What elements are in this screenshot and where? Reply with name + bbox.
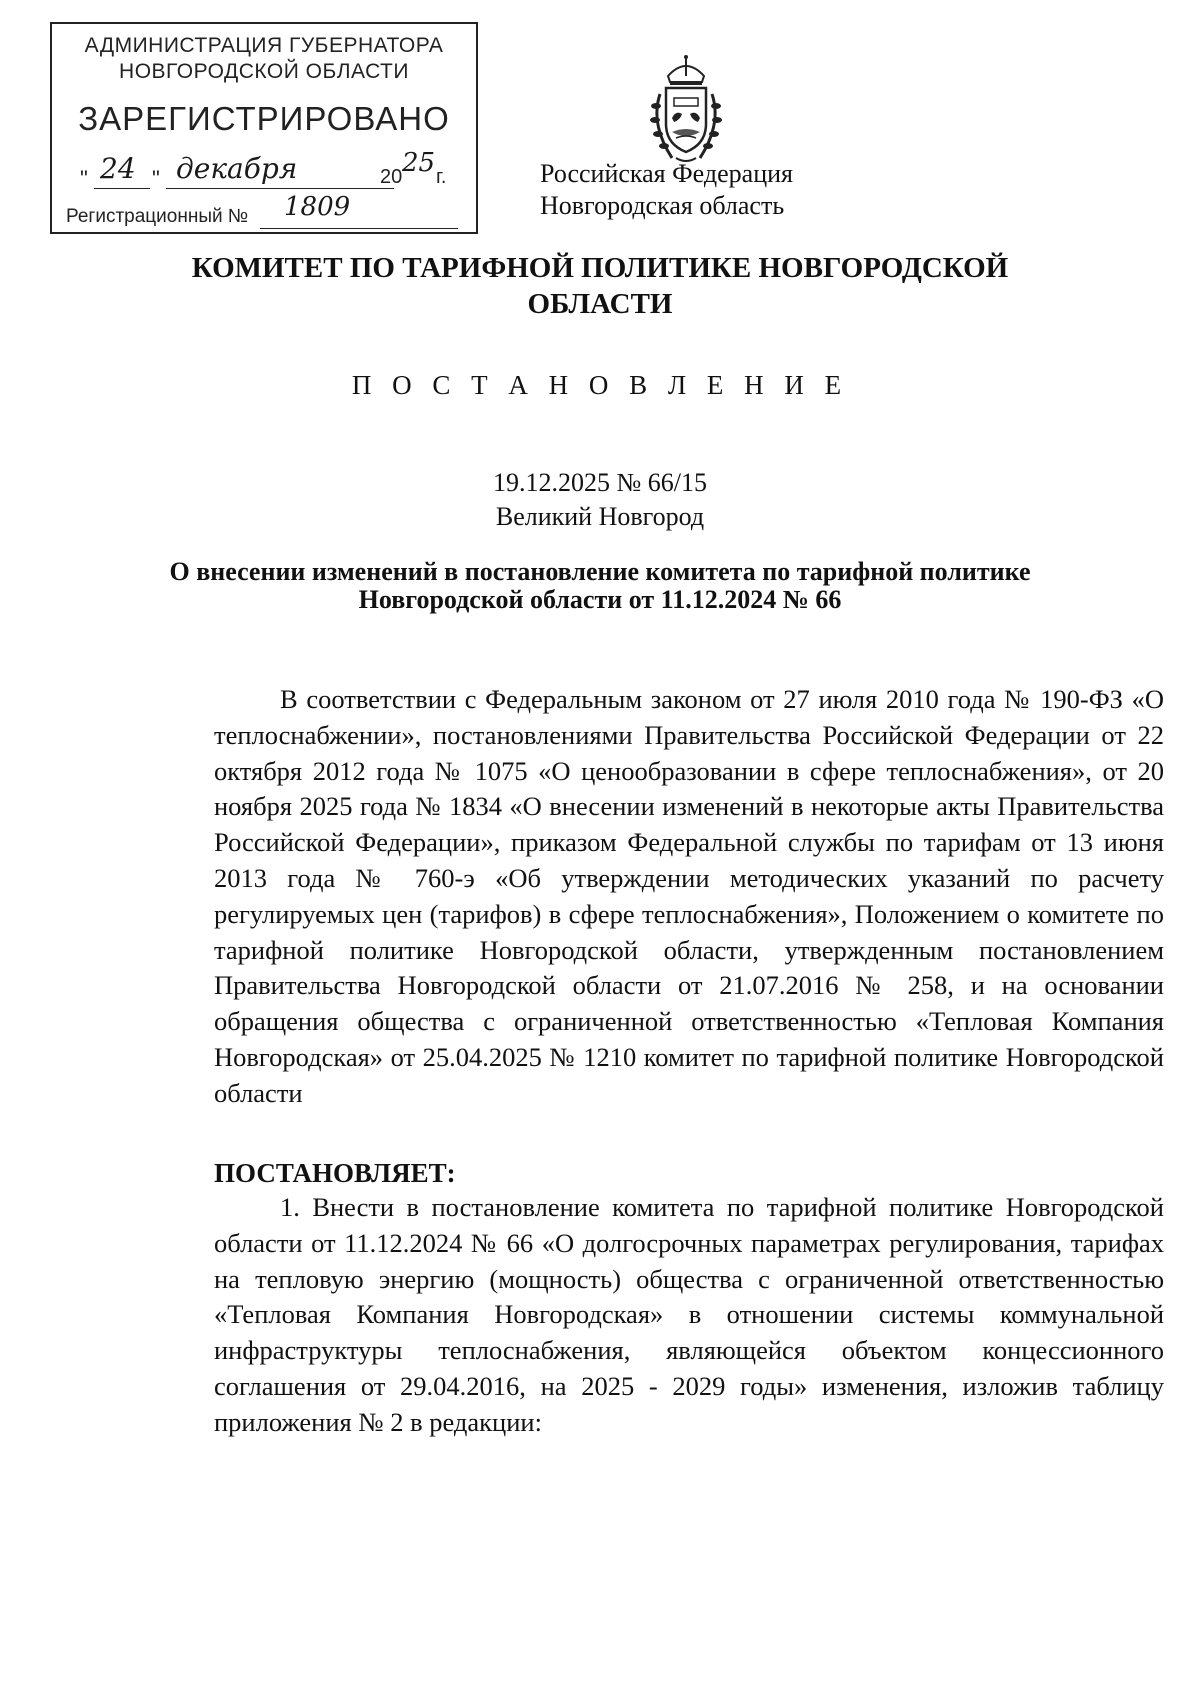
header-block — [540, 158, 840, 222]
document-date-number: 19.12.2025 № 66/15 — [492, 468, 708, 497]
registration-stamp — [50, 22, 478, 234]
body-paragraph-2: 1. Внести в постановление комитета по тарифной политике Новгородской области от 11.12.2024 № 66 «О долгосрочных параметрах регулирования, тарифах на тепловую энергию (мощность) общества с ограниченной ответственностью «Тепловая Компания Новгородская» в отношении системы коммунальной инфраструктуры теплоснабжения, являющейся объектом концессионного соглашения от 29.04.2016, на 2025 - 2029 годы» изменения, изложив таблицу приложения № 2 в редакции: — [214, 1192, 1164, 1437]
committee-title-line2: ОБЛАСТИ — [527, 288, 673, 320]
document-type: П О С Т А Н О В Л Е Н И Е — [351, 370, 849, 400]
stamp-year-suffix: 25 — [402, 148, 436, 178]
stamp-line-region: НОВГОРОДСКОЙ ОБЛАСТИ — [119, 60, 409, 83]
stamp-reg-label: Регистрационный № — [66, 206, 249, 227]
header-country: Российская Федерация — [540, 159, 793, 188]
committee-title — [0, 250, 1200, 322]
stamp-year-unit: г. — [436, 166, 447, 188]
stamp-reg-number: 1809 — [284, 192, 351, 222]
stamp-registered-label: ЗАРЕГИСТРИРОВАНО — [78, 100, 450, 137]
committee-title-line1: КОМИТЕТ ПО ТАРИФНОЙ ПОЛИТИКЕ НОВГОРОДСКОЙ — [191, 252, 1009, 284]
resolves-heading: ПОСТАНОВЛЯЕТ: — [214, 1158, 456, 1188]
stamp-day: 24 — [100, 152, 136, 185]
stamp-line-administration: АДМИНИСТРАЦИЯ ГУБЕРНАТОРА — [84, 34, 444, 57]
date-number-block — [0, 466, 1200, 534]
stamp-reg-row — [66, 192, 466, 232]
stamp-year-prefix: 20 — [380, 166, 403, 188]
document-city: Великий Новгород — [495, 502, 705, 531]
header-region: Новгородская область — [540, 191, 785, 220]
stamp-month: декабря — [176, 152, 298, 185]
stamp-date-row: " 24 " декабря 20 25 г. — [80, 148, 447, 191]
document-subject-line1: О внесении изменений в постановление комитета по тарифной политике — [169, 557, 1031, 586]
document-subject — [0, 558, 1200, 614]
document-subject-line2: Новгородской области от 11.12.2024 № 66 — [358, 585, 842, 614]
body-paragraph-1: В соответствии с Федеральным законом от 27 июля 2010 года № 190-ФЗ «О теплоснабжении», постановлениями Правительства Российской Федерации от 22 октября 2012 года № 1075 «О ценообразовании в сфере теплоснабжения», от 20 ноября 2025 года № 1834 «О внесении изменений в некоторые акты Правительства Российской Федерации», приказом Федеральной службы по тарифам от 13 июня 2013 года № 760-э «Об утверждении методических указаний по расчету регулируемых цен (тарифов) в сфере теплоснабжения», Положением о комитете по тарифной политике Новгородской области, утвержденным постановлением Правительства Новгородской области от 21.07.2016 № 258, и на основании обращения общества с ограниченной ответственностью «Тепловая Компания Новгородская» от 25.04.2025 № 1210 комитет по тарифной политике Новгородской области — [214, 684, 1164, 1108]
coat-of-arms-icon — [636, 54, 736, 166]
